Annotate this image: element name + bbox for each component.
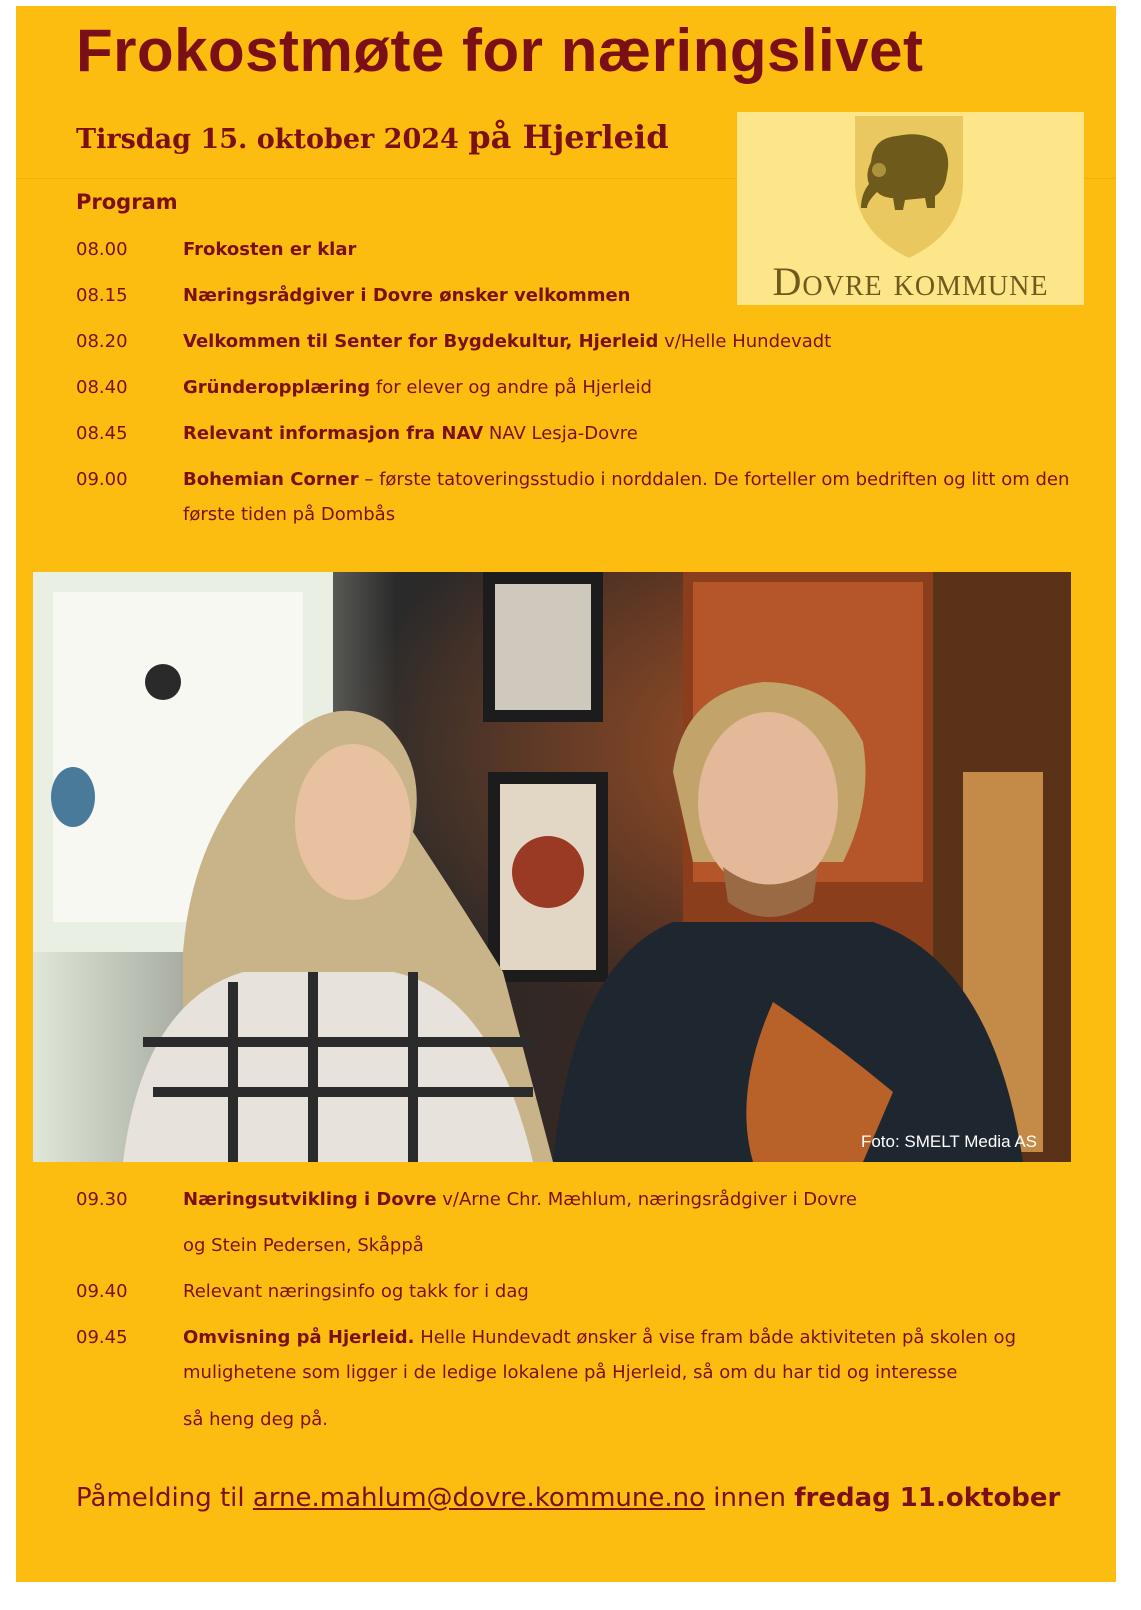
signup-deadline: fredag 11.oktober [794, 1483, 1061, 1513]
program-heading: Program [76, 190, 178, 214]
program-title: Frokosten er klar [183, 239, 357, 260]
event-photo [33, 572, 1071, 1162]
logo-text: Dovre kommune [772, 259, 1049, 304]
program-description [183, 462, 1073, 532]
signup-middle: innen [713, 1483, 786, 1513]
program-time: 08.20 [76, 331, 128, 352]
program-time: 08.00 [76, 239, 128, 260]
program-description [183, 1182, 1073, 1217]
program-title: Relevant informasjon fra NAV [183, 423, 484, 444]
program-time: 08.40 [76, 377, 128, 398]
signup-prefix: Påmelding til [76, 1483, 245, 1513]
program-detail: Helle Hundevadt ønsker å vise fram både aktiviteten på skolen og mulighetene som ligger i de ledige lokalene på Hjerleid, så om du har tid og interesse [183, 1327, 1016, 1383]
signup-email-link[interactable]: arne.mahlum@dovre.kommune.no [252, 1483, 706, 1513]
program-description [183, 278, 1073, 313]
dovre-kommune-logo [737, 112, 1084, 305]
program-title: Bohemian Corner [183, 469, 359, 490]
program-description [183, 324, 1073, 359]
signup-line [76, 1483, 1060, 1513]
program-description [183, 232, 1073, 267]
program-detail: v/Helle Hundevadt [658, 331, 832, 352]
program-description-line2: så heng deg på. [183, 1409, 328, 1430]
program-description [183, 370, 1073, 405]
photo-credit: Foto: SMELT Media AS [860, 1132, 1037, 1151]
program-description [183, 1274, 1073, 1309]
program-description-line2: og Stein Pedersen, Skåppå [183, 1235, 424, 1256]
program-time: 09.30 [76, 1189, 128, 1210]
page-title: Frokostmøte for næringslivet [76, 17, 924, 84]
program-detail: for elever og andre på Hjerleid [370, 377, 652, 398]
program-time: 09.45 [76, 1327, 128, 1348]
program-time: 08.15 [76, 285, 128, 306]
program-description [183, 416, 1073, 451]
program-detail: NAV Lesja-Dovre [483, 423, 638, 444]
program-detail: Relevant næringsinfo og takk for i dag [183, 1281, 529, 1302]
program-title: Gründeropplæring [183, 377, 371, 398]
event-date-place [76, 118, 669, 156]
program-time: 08.45 [76, 423, 128, 444]
program-title: Omvisning på Hjerleid. [183, 1327, 415, 1348]
event-date: Tirsdag 15. oktober 2024 [76, 124, 459, 155]
photo-illustration [33, 572, 1071, 1162]
program-detail: – første tatoveringsstudio i norddalen. De forteller om bedriften og litt om den første tiden på Dombås [183, 469, 1070, 525]
program-time: 09.40 [76, 1281, 128, 1302]
program-title: Velkommen til Senter for Bygdekultur, Hjerleid [183, 331, 659, 352]
program-description [183, 1320, 1073, 1390]
event-place: på Hjerleid [468, 118, 669, 156]
program-title: Næringsrådgiver i Dovre ønsker velkommen [183, 285, 631, 306]
program-detail: v/Arne Chr. Mæhlum, næringsrådgiver i Dovre [436, 1189, 857, 1210]
program-title: Næringsutvikling i Dovre [183, 1189, 437, 1210]
program-time: 09.00 [76, 469, 128, 490]
poster [16, 6, 1116, 1582]
